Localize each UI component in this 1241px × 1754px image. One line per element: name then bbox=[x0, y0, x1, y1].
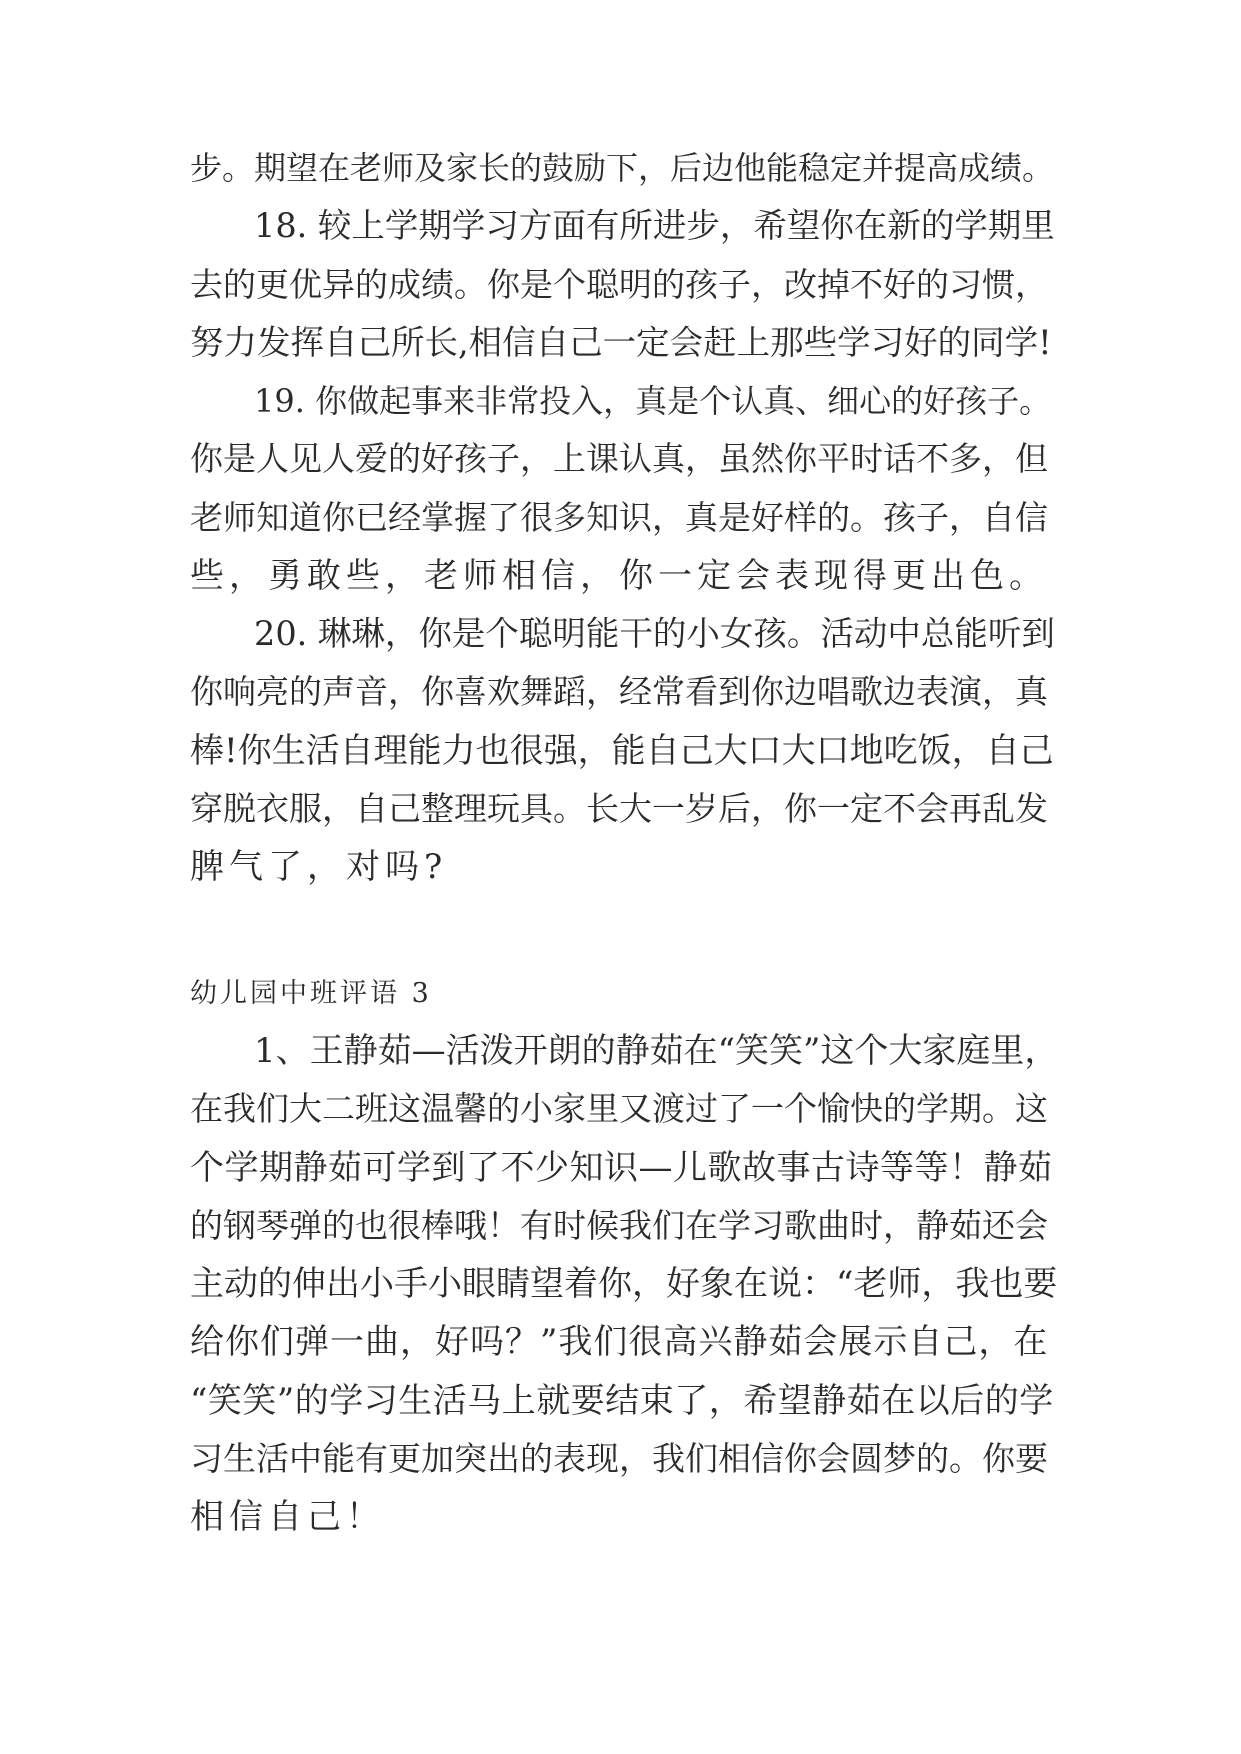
text-line: 老师知道你已经掌握了很多知识，真是好样的。孩子，自信 bbox=[190, 498, 1048, 537]
text-line: 19. 你做起事来非常投入，真是个认真、细心的好孩子。 bbox=[254, 382, 1052, 420]
text-line: 步。期望在老师及家长的鼓励下，后边他能稳定并提高成绩。 bbox=[190, 149, 1055, 187]
text-line: 20. 琳琳，你是个聪明能干的小女孩。活动中总能听到 bbox=[254, 614, 1055, 653]
text-line: 去的更优异的成绩。你是个聪明的孩子，改掉不好的习惯， bbox=[190, 265, 1048, 304]
text-line: 些，勇敢些，老师相信，你一定会表现得更出色。 bbox=[190, 556, 1048, 596]
text-line: 主动的伸出小手小眼睛望着你，好象在说：“老师，我也要 bbox=[190, 1264, 1058, 1304]
text-line: 相信自己！ bbox=[190, 1497, 385, 1537]
text-line: 1、王静茹—活泼开朗的静茹在“笑笑”这个大家庭里， bbox=[254, 1031, 1059, 1071]
text-line: 你是人见人爱的好孩子，上课认真，虽然你平时话不多，但 bbox=[190, 439, 1048, 478]
text-line: 给你们弹一曲，好吗？”我们很高兴静茹会展示自己，在 bbox=[190, 1322, 1049, 1362]
text-line: 穿脱衣服，自己整理玩具。长大一岁后，你一定不会再乱发 bbox=[190, 789, 1048, 828]
text-line: 棒!你生活自理能力也很强，能自己大口大口地吃饭，自己 bbox=[190, 731, 1054, 771]
text-line: 脾气了，对吗? bbox=[190, 847, 448, 887]
text-line: 在我们大二班这温馨的小家里又渡过了一个愉快的学期。这 bbox=[190, 1089, 1048, 1128]
text-line: 习生活中能有更加突出的表现，我们相信你会圆梦的。你要 bbox=[190, 1439, 1048, 1478]
text-line: 18. 较上学期学习方面有所进步，希望你在新的学期里 bbox=[254, 206, 1055, 245]
text-line: 努力发挥自己所长,相信自己一定会赶上那些学习好的同学! bbox=[190, 323, 1052, 362]
text-line: 的钢琴弹的也很棒哦！有时候我们在学习歌曲时，静茹还会 bbox=[190, 1206, 1048, 1245]
text-line: “笑笑”的学习生活马上就要结束了，希望静茹在以后的学 bbox=[190, 1381, 1054, 1421]
section-title: 幼儿园中班评语 3 bbox=[190, 978, 432, 1009]
text-line: 你响亮的声音，你喜欢舞蹈，经常看到你边唱歌边表演，真 bbox=[190, 672, 1048, 711]
text-line: 个学期静茹可学到了不少知识—儿歌故事古诗等等！静茹 bbox=[190, 1148, 1053, 1188]
